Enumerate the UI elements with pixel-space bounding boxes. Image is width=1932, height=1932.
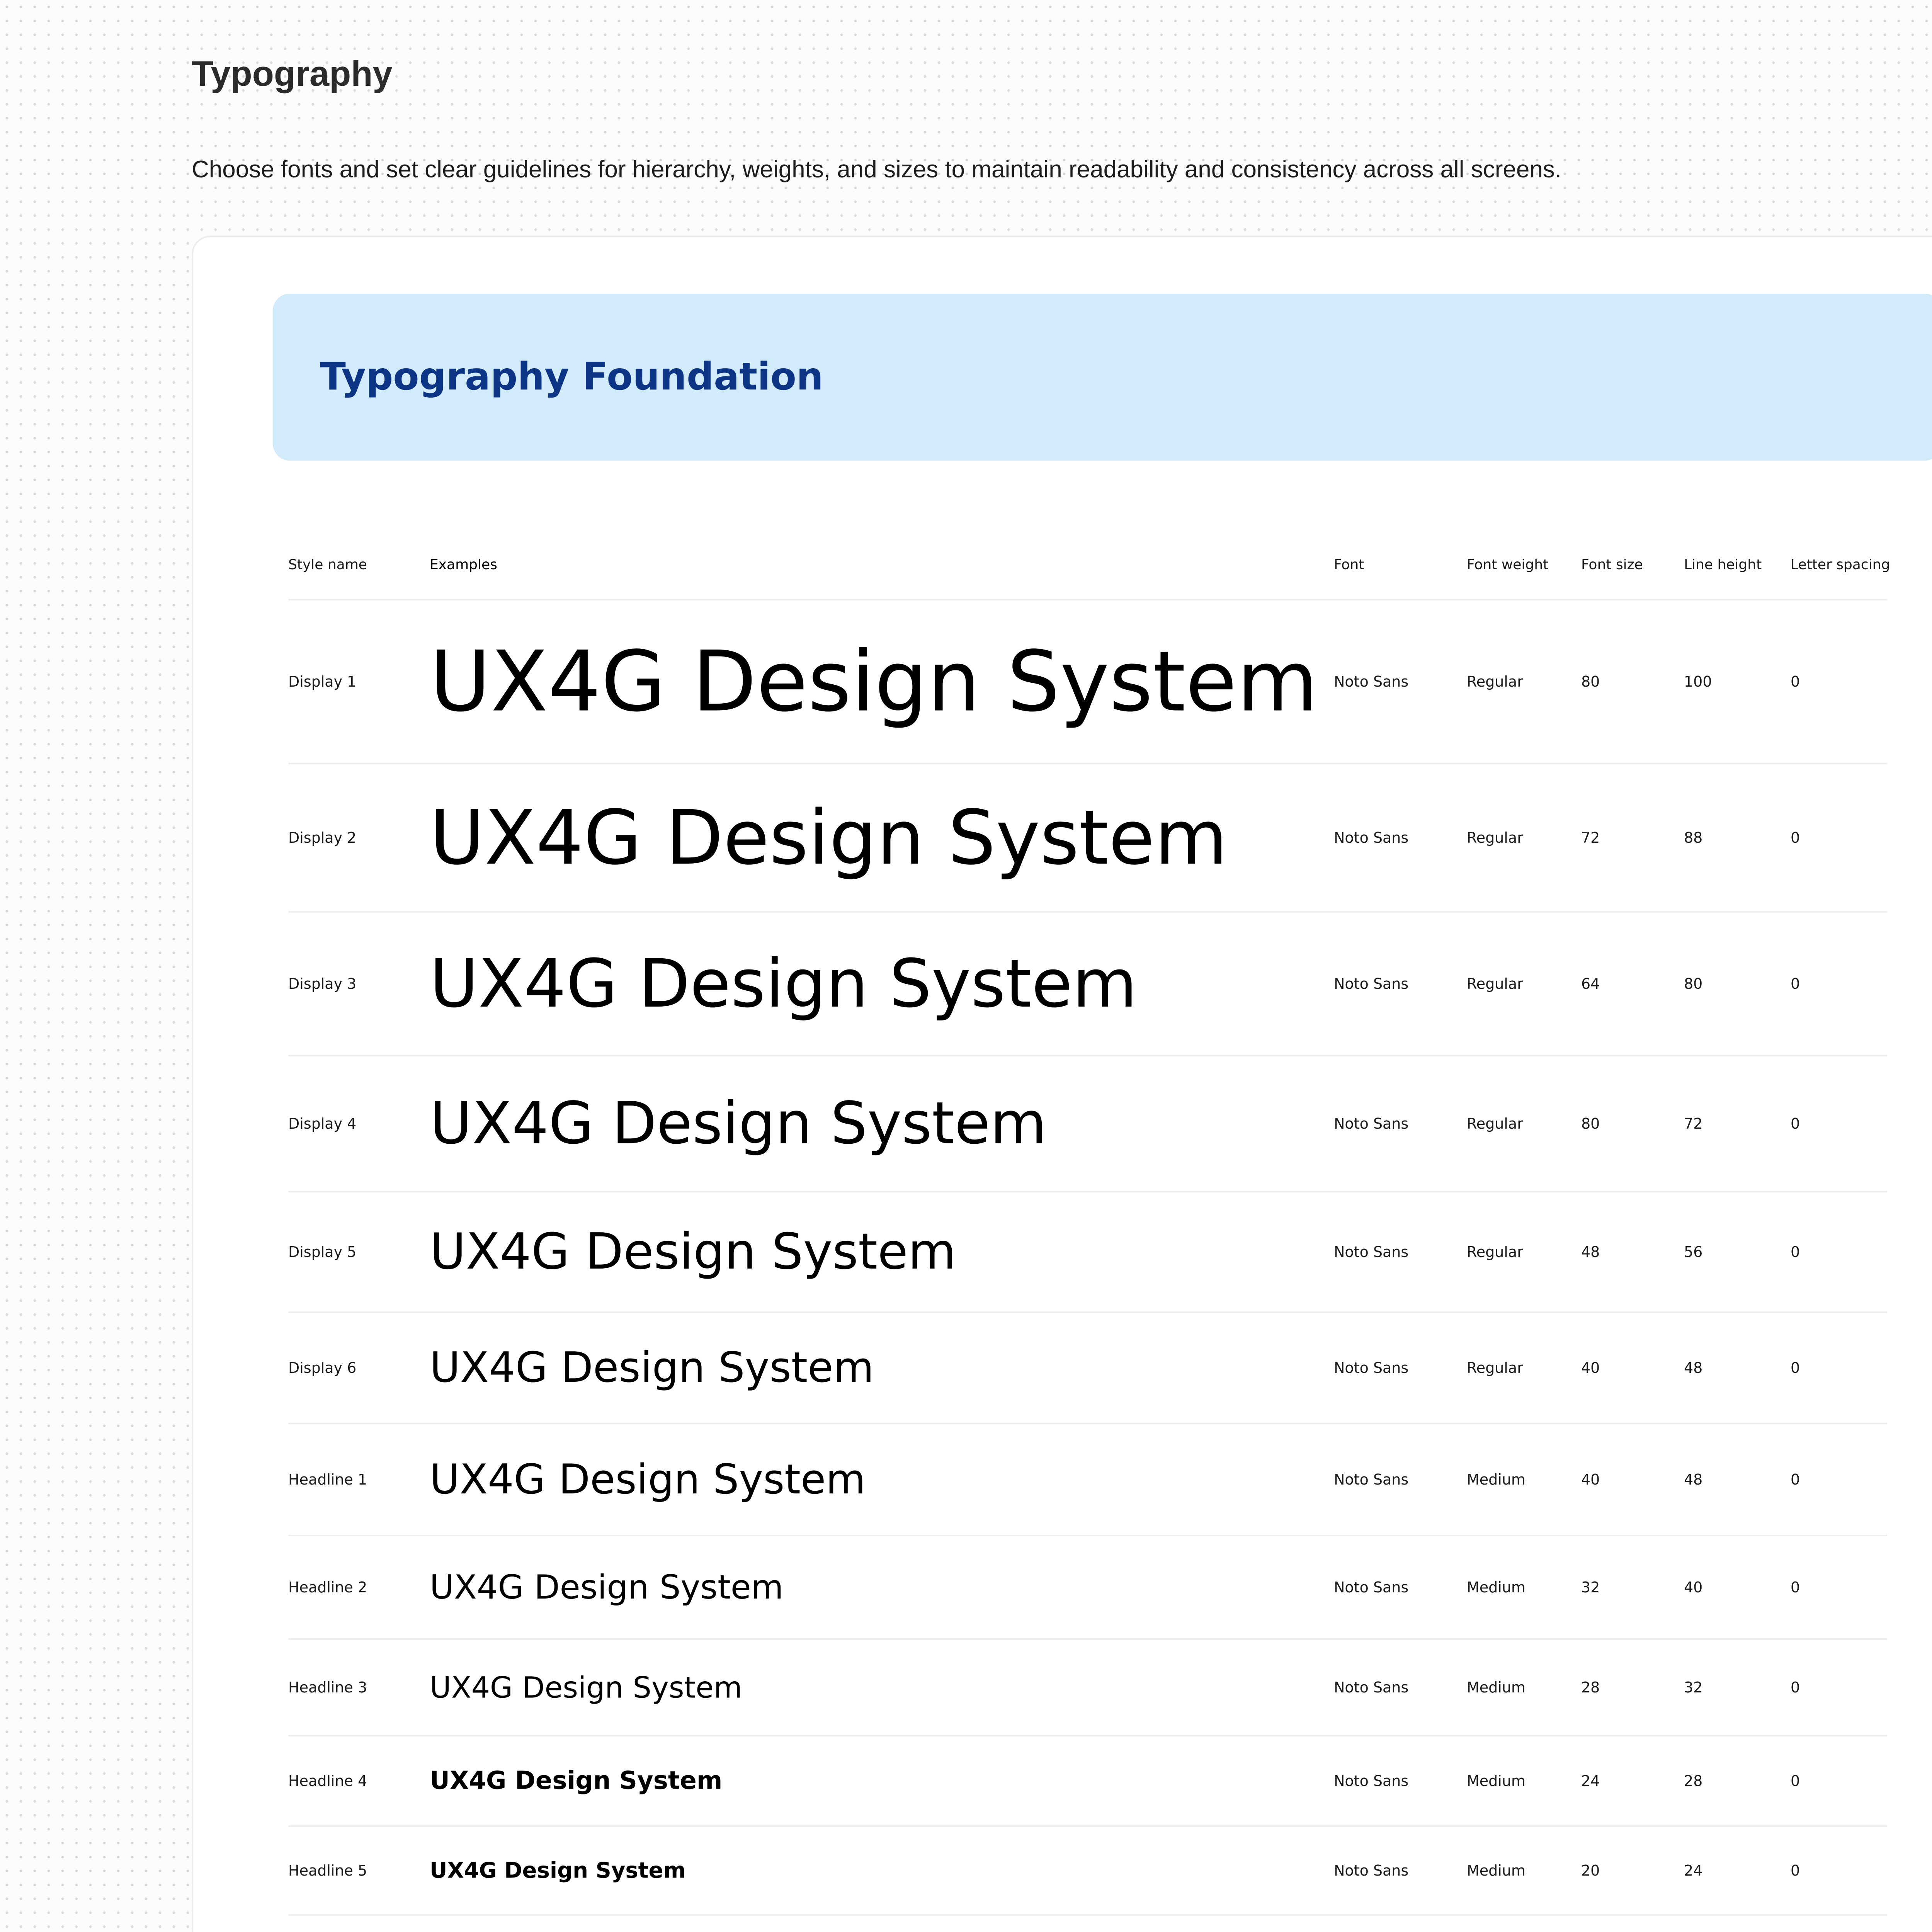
typography-card bbox=[192, 236, 1932, 1932]
style-name: Headline 2 bbox=[288, 1579, 367, 1596]
font-name: Noto Sans bbox=[1334, 673, 1409, 690]
font-size: 24 bbox=[1581, 1772, 1600, 1789]
example-text: UX4G Design System bbox=[430, 1568, 784, 1607]
line-height: 40 bbox=[1684, 1579, 1703, 1596]
table-row bbox=[288, 600, 1887, 764]
line-height: 48 bbox=[1684, 1471, 1703, 1488]
font-size: 40 bbox=[1581, 1359, 1600, 1376]
font-size: 32 bbox=[1581, 1579, 1600, 1596]
style-name: Headline 1 bbox=[288, 1471, 367, 1488]
font-weight: Regular bbox=[1467, 975, 1523, 992]
page-title: Typography bbox=[192, 54, 393, 94]
font-weight: Regular bbox=[1467, 1243, 1523, 1260]
font-size: 48 bbox=[1581, 1243, 1600, 1260]
style-name: Headline 4 bbox=[288, 1772, 367, 1789]
header-font-weight: Font weight bbox=[1467, 557, 1549, 573]
example-text: UX4G Design System bbox=[430, 1456, 866, 1503]
table-row bbox=[288, 1056, 1887, 1192]
letter-spacing: 0 bbox=[1791, 673, 1800, 690]
font-name: Noto Sans bbox=[1334, 1679, 1409, 1696]
font-name: Noto Sans bbox=[1334, 829, 1409, 846]
banner-title: Typography Foundation bbox=[320, 355, 823, 399]
header-style-name: Style name bbox=[288, 557, 367, 573]
header-examples: Examples bbox=[430, 557, 497, 573]
example-text: UX4G Design System bbox=[430, 1670, 743, 1705]
letter-spacing: 0 bbox=[1791, 1115, 1800, 1132]
example-text: UX4G Design System bbox=[430, 945, 1138, 1022]
letter-spacing: 0 bbox=[1791, 1359, 1800, 1376]
font-size: 20 bbox=[1581, 1862, 1600, 1879]
table-row bbox=[288, 1536, 1887, 1640]
page-description: Choose fonts and set clear guidelines for hierarchy, weights, and sizes to maintain readability and consistency across all screens. bbox=[192, 156, 1562, 183]
letter-spacing: 0 bbox=[1791, 1679, 1800, 1696]
font-size: 64 bbox=[1581, 975, 1600, 992]
letter-spacing: 0 bbox=[1791, 1579, 1800, 1596]
style-name: Headline 5 bbox=[288, 1862, 367, 1879]
example-text: UX4G Design System bbox=[430, 1858, 686, 1883]
font-weight: Regular bbox=[1467, 1115, 1523, 1132]
table-row bbox=[288, 1424, 1887, 1536]
letter-spacing: 0 bbox=[1791, 1243, 1800, 1260]
line-height: 48 bbox=[1684, 1359, 1703, 1376]
font-weight: Medium bbox=[1467, 1471, 1526, 1488]
font-size: 72 bbox=[1581, 829, 1600, 846]
font-name: Noto Sans bbox=[1334, 1359, 1409, 1376]
line-height: 28 bbox=[1684, 1772, 1703, 1789]
foundation-banner bbox=[273, 294, 1932, 461]
typography-table bbox=[288, 531, 1890, 1932]
example-text: UX4G Design System bbox=[430, 633, 1318, 730]
font-weight: Medium bbox=[1467, 1862, 1526, 1879]
font-weight: Medium bbox=[1467, 1772, 1526, 1789]
letter-spacing: 0 bbox=[1791, 1862, 1800, 1879]
font-name: Noto Sans bbox=[1334, 1243, 1409, 1260]
style-name: Headline 3 bbox=[288, 1679, 367, 1696]
table-row bbox=[288, 1736, 1887, 1827]
table-row bbox=[288, 1640, 1887, 1736]
example-text: UX4G Design System bbox=[430, 1223, 956, 1281]
line-height: 24 bbox=[1684, 1862, 1703, 1879]
header-letter-spacing: Letter spacing bbox=[1791, 557, 1890, 573]
font-name: Noto Sans bbox=[1334, 1115, 1409, 1132]
example-text: UX4G Design System bbox=[430, 1090, 1047, 1157]
line-height: 100 bbox=[1684, 673, 1712, 690]
font-size: 28 bbox=[1581, 1679, 1600, 1696]
style-name: Display 5 bbox=[288, 1243, 357, 1260]
example-text: UX4G Design System bbox=[430, 1344, 874, 1392]
font-weight: Regular bbox=[1467, 1359, 1523, 1376]
table-row bbox=[288, 913, 1887, 1056]
table-row bbox=[288, 1313, 1887, 1424]
letter-spacing: 0 bbox=[1791, 1772, 1800, 1789]
style-name: Display 3 bbox=[288, 975, 357, 992]
font-weight: Medium bbox=[1467, 1679, 1526, 1696]
font-size: 80 bbox=[1581, 1115, 1600, 1132]
header-font: Font bbox=[1334, 557, 1364, 573]
example-text: UX4G Design System bbox=[430, 794, 1228, 881]
font-size: 80 bbox=[1581, 673, 1600, 690]
line-height: 72 bbox=[1684, 1115, 1703, 1132]
font-weight: Medium bbox=[1467, 1579, 1526, 1596]
letter-spacing: 0 bbox=[1791, 975, 1800, 992]
line-height: 88 bbox=[1684, 829, 1703, 846]
header-font-size: Font size bbox=[1581, 557, 1643, 573]
line-height: 80 bbox=[1684, 975, 1703, 992]
letter-spacing: 0 bbox=[1791, 1471, 1800, 1488]
font-name: Noto Sans bbox=[1334, 975, 1409, 992]
font-weight: Regular bbox=[1467, 673, 1523, 690]
font-size: 40 bbox=[1581, 1471, 1600, 1488]
table-row bbox=[288, 764, 1887, 913]
font-name: Noto Sans bbox=[1334, 1579, 1409, 1596]
line-height: 32 bbox=[1684, 1679, 1703, 1696]
line-height: 56 bbox=[1684, 1243, 1703, 1260]
table-row bbox=[288, 1916, 1887, 1932]
letter-spacing: 0 bbox=[1791, 829, 1800, 846]
table-row bbox=[288, 1192, 1887, 1313]
example-text: UX4G Design System bbox=[430, 1766, 723, 1795]
font-name: Noto Sans bbox=[1334, 1772, 1409, 1789]
header-line-height: Line height bbox=[1684, 557, 1762, 573]
table-body bbox=[288, 600, 1887, 1932]
table-header-row bbox=[288, 531, 1890, 600]
font-weight: Regular bbox=[1467, 829, 1523, 846]
font-name: Noto Sans bbox=[1334, 1862, 1409, 1879]
style-name: Display 1 bbox=[288, 673, 357, 690]
style-name: Display 6 bbox=[288, 1359, 357, 1376]
style-name: Display 4 bbox=[288, 1115, 357, 1132]
style-name: Display 2 bbox=[288, 829, 357, 846]
font-name: Noto Sans bbox=[1334, 1471, 1409, 1488]
table-row bbox=[288, 1827, 1887, 1916]
